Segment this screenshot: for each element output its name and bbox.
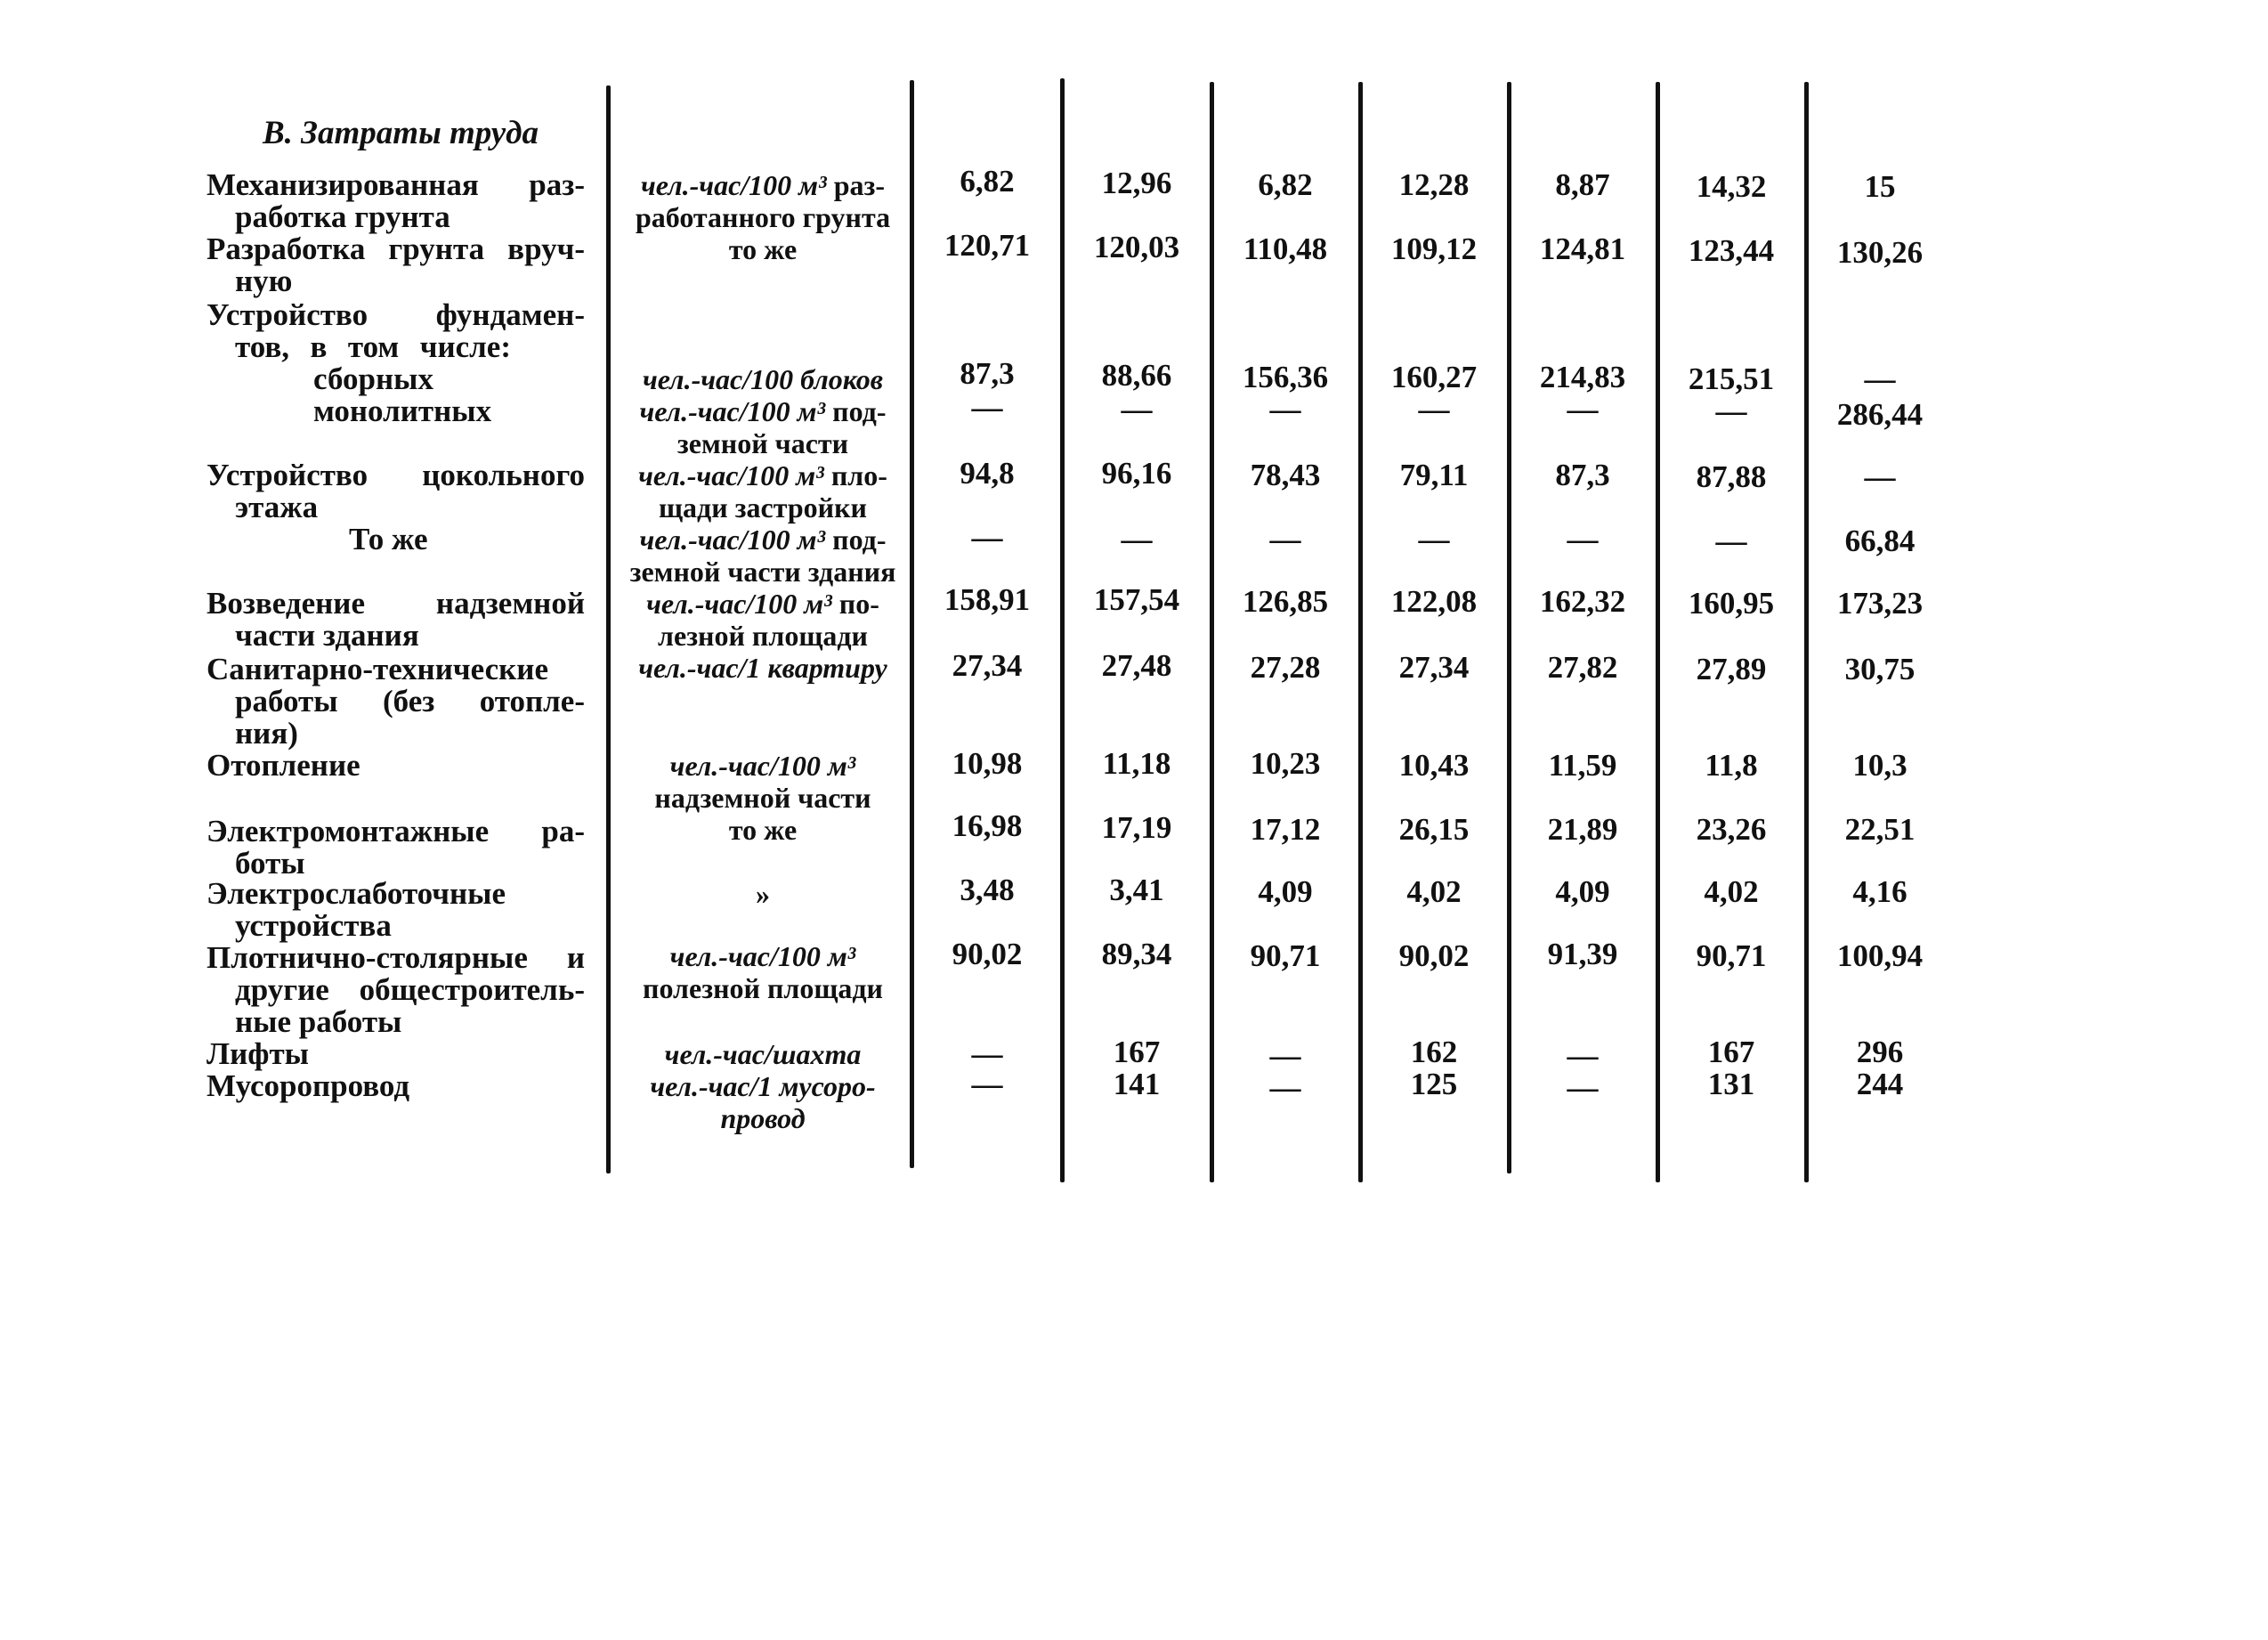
table-cell: 125	[1410, 1067, 1458, 1101]
table-cell: —	[1269, 392, 1301, 426]
row-unit: щади застройки	[659, 491, 867, 524]
table-cell: —	[971, 390, 1003, 425]
table-cell: 157,54	[1093, 582, 1180, 617]
row-label: То же	[349, 522, 428, 556]
table-cell: 4,09	[1555, 874, 1610, 909]
table-cell: 78,43	[1250, 458, 1321, 492]
row-label: работка грунта	[235, 199, 450, 234]
table-cell: 286,44	[1836, 397, 1924, 432]
table-cell: 296	[1856, 1035, 1904, 1069]
table-cell: —	[1567, 392, 1599, 426]
table-cell: 66,84	[1844, 524, 1916, 558]
row-label: тов, в том числе:	[235, 329, 511, 364]
row-label: Устройство цокольного	[207, 458, 585, 492]
table-cell: 120,71	[944, 228, 1031, 263]
column-rule	[910, 80, 914, 1168]
table-cell: 162	[1410, 1035, 1458, 1069]
table-cell: 12,28	[1398, 167, 1470, 202]
table-cell: 124,81	[1539, 231, 1626, 266]
table-cell: —	[1418, 392, 1450, 426]
row-unit: полезной площади	[643, 972, 883, 1004]
row-unit: чел.-час/100 блоков	[642, 363, 884, 395]
table-cell: 12,96	[1101, 166, 1172, 200]
table-cell: —	[1567, 1038, 1599, 1073]
table-cell: 27,34	[952, 648, 1023, 683]
column-rule	[1210, 82, 1214, 1182]
row-label: монолитных	[313, 394, 492, 428]
table-cell: 8,87	[1555, 167, 1610, 202]
row-label: этажа	[235, 490, 319, 524]
table-cell: 26,15	[1398, 812, 1470, 847]
table-cell: 90,71	[1696, 938, 1767, 973]
table-cell: 6,82	[1258, 167, 1313, 202]
table-cell: 162,32	[1539, 584, 1626, 619]
table-cell: —	[1121, 522, 1153, 556]
table-cell: 11,59	[1548, 748, 1617, 783]
column-rule	[1060, 78, 1065, 1182]
table-cell: —	[1864, 361, 1896, 396]
row-label: Электромонтажные ра-	[207, 814, 585, 848]
row-label: Разработка грунта вруч-	[207, 231, 585, 266]
row-unit: то же	[728, 233, 798, 265]
table-cell: 96,16	[1101, 456, 1172, 491]
row-label: устройства	[235, 908, 392, 943]
row-unit: лезной площади	[658, 620, 868, 652]
table-cell: 215,51	[1688, 361, 1775, 396]
table-cell: 167	[1707, 1035, 1755, 1069]
table-cell: 88,66	[1101, 358, 1172, 393]
row-label: Устройство фундамен-	[207, 297, 585, 332]
table-cell: 122,08	[1390, 584, 1478, 619]
row-label: ные работы	[235, 1004, 402, 1039]
table-cell: 27,82	[1547, 650, 1618, 685]
row-label: Механизированная раз-	[207, 167, 585, 202]
table-cell: 244	[1856, 1067, 1904, 1101]
table-cell: —	[1567, 1070, 1599, 1105]
table-cell: 21,89	[1547, 812, 1618, 847]
table-cell: —	[1269, 1038, 1301, 1073]
table-cell: 17,19	[1101, 810, 1172, 845]
table-cell: 94,8	[960, 456, 1015, 491]
row-unit: земной части здания	[629, 556, 896, 588]
row-unit: работанного грунта	[635, 201, 891, 233]
row-label: боты	[235, 846, 305, 881]
table-cell: 23,26	[1696, 812, 1767, 847]
row-unit: земной части	[676, 427, 849, 459]
table-cell: 17,12	[1250, 812, 1321, 847]
table-cell: 160,27	[1390, 360, 1478, 394]
table-cell: —	[971, 1067, 1003, 1101]
table-cell: 4,16	[1852, 874, 1908, 909]
table-cell: 16,98	[952, 808, 1023, 843]
table-cell: 3,41	[1109, 873, 1164, 907]
table-cell: —	[1567, 522, 1599, 556]
table-cell: 214,83	[1539, 360, 1626, 394]
table-cell: 123,44	[1688, 233, 1775, 268]
table-cell: 27,48	[1101, 648, 1172, 683]
table-cell: 11,18	[1102, 746, 1171, 781]
column-rule	[1507, 82, 1511, 1173]
table-cell: 10,98	[952, 746, 1023, 781]
table-cell: —	[971, 1036, 1003, 1071]
table-cell: —	[1418, 522, 1450, 556]
row-label: части здания	[235, 618, 419, 653]
row-unit: провод	[720, 1102, 806, 1134]
table-cell: 89,34	[1101, 937, 1172, 971]
row-unit: надземной части	[654, 782, 871, 814]
table-cell: 27,34	[1398, 650, 1470, 685]
table-cell: 90,71	[1250, 938, 1321, 973]
table-cell: 156,36	[1242, 360, 1329, 394]
table-cell: 14,32	[1696, 169, 1767, 204]
table-cell: 11,8	[1705, 748, 1758, 783]
table-cell: 4,02	[1704, 874, 1759, 909]
table-cell: 22,51	[1844, 812, 1916, 847]
table-cell: 87,3	[1555, 458, 1610, 492]
table-cell: 4,09	[1258, 874, 1313, 909]
table-cell: 167	[1113, 1035, 1161, 1069]
row-unit: чел.-час/100 м³ под-	[639, 395, 887, 427]
table-cell: 10,3	[1852, 748, 1908, 783]
row-unit: чел.-час/1 мусоро-	[650, 1070, 876, 1102]
table-cell: —	[1269, 1070, 1301, 1105]
table-cell: 100,94	[1836, 938, 1924, 973]
row-unit: чел.-час/100 м³ по-	[646, 588, 879, 620]
table-cell: 6,82	[960, 164, 1015, 199]
table-cell: 27,89	[1696, 652, 1767, 686]
row-label: ную	[235, 264, 293, 298]
table-cell: 10,43	[1398, 748, 1470, 783]
table-cell: 158,91	[944, 582, 1031, 617]
table-cell: 79,11	[1399, 458, 1469, 492]
row-unit: чел.-час/100 м³ под-	[639, 524, 887, 556]
table-cell: 10,23	[1250, 746, 1321, 781]
row-label: сборных	[313, 361, 433, 396]
table-cell: —	[1715, 524, 1747, 558]
table-cell: —	[1864, 459, 1896, 494]
row-label: другие общестроитель-	[235, 972, 585, 1007]
row-unit: чел.-час/100 м³ пло-	[638, 459, 887, 491]
column-rule	[1804, 82, 1809, 1182]
table-cell: 160,95	[1688, 586, 1775, 621]
row-label: Санитарно-технические	[207, 652, 548, 686]
row-label: работы (без отопле-	[235, 684, 585, 719]
row-unit: то же	[728, 814, 798, 846]
row-unit: чел.-час/100 м³ раз-	[641, 169, 885, 201]
row-label: Плотнично-столярные и	[207, 940, 585, 975]
table-cell: 109,12	[1390, 231, 1478, 266]
table-cell: —	[1121, 392, 1153, 426]
table-cell: 126,85	[1242, 584, 1329, 619]
row-unit: чел.-час/100 м³	[669, 940, 856, 972]
table-cell: 130,26	[1836, 235, 1924, 270]
row-unit: »	[756, 878, 770, 910]
table-cell: —	[1715, 394, 1747, 428]
table-cell: —	[1269, 522, 1301, 556]
table-cell: 141	[1113, 1067, 1161, 1101]
table-cell: 131	[1707, 1067, 1755, 1101]
table-cell: 27,28	[1250, 650, 1321, 685]
row-unit: чел.-час/100 м³	[669, 750, 856, 782]
table-cell: 87,88	[1696, 459, 1767, 494]
row-label: Мусоропровод	[207, 1068, 410, 1103]
row-label: Электрослаботочные	[207, 876, 506, 911]
table-cell: 4,02	[1406, 874, 1462, 909]
column-rule	[1358, 82, 1363, 1182]
table-cell: 91,39	[1547, 937, 1618, 971]
row-unit: чел.-час/шахта	[664, 1038, 862, 1070]
table-cell: 173,23	[1836, 586, 1924, 621]
table-cell: 120,03	[1093, 230, 1180, 264]
table-cell: 87,3	[960, 356, 1015, 391]
table-cell: 90,02	[952, 937, 1023, 971]
table-cell: 30,75	[1844, 652, 1916, 686]
table-cell: 15	[1864, 169, 1896, 204]
table-cell: —	[971, 520, 1003, 555]
row-unit: чел.-час/1 квартиру	[638, 652, 887, 684]
table-cell: 3,48	[960, 873, 1015, 907]
section-title: В. Затраты труда	[263, 115, 539, 151]
row-label: Лифты	[207, 1036, 309, 1071]
table-cell: 110,48	[1243, 231, 1328, 266]
row-label: Отопление	[207, 748, 360, 783]
row-label: ния)	[235, 716, 298, 751]
column-rule	[1656, 82, 1660, 1182]
row-label: Возведение надземной	[207, 586, 585, 621]
table-cell: 90,02	[1398, 938, 1470, 973]
